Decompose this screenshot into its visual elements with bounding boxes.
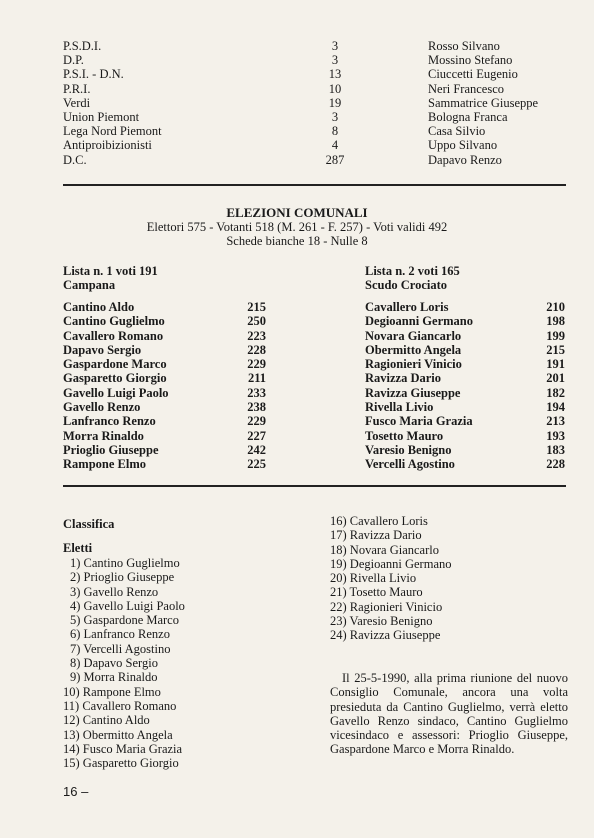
party-votes: 4 bbox=[331, 138, 339, 153]
candidate-votes: 201 bbox=[546, 371, 565, 386]
party-votes: 3 bbox=[331, 110, 339, 125]
party-list bbox=[63, 39, 162, 167]
candidate-row bbox=[63, 357, 266, 371]
candidate-votes: 193 bbox=[546, 428, 565, 443]
candidate-votes: 225 bbox=[247, 457, 266, 472]
candidate-name: Degioanni Germano bbox=[365, 314, 473, 329]
candidate-votes: 210 bbox=[546, 300, 565, 314]
party-candidate: Casa Silvio bbox=[428, 124, 486, 139]
candidate-votes: 191 bbox=[546, 357, 565, 372]
candidate-votes: 194 bbox=[546, 400, 565, 415]
candidate-row bbox=[63, 343, 266, 357]
ranking-item: 7) Vercelli Agostino bbox=[70, 641, 171, 656]
list1-candidates bbox=[63, 300, 266, 472]
candidate-name: Morra Rinaldo bbox=[63, 428, 144, 443]
ranking-item: 22) Ragionieri Vinicio bbox=[330, 599, 443, 614]
party-name: D.C. bbox=[63, 152, 87, 167]
candidate-row bbox=[365, 329, 565, 343]
party-candidate: Sammatrice Giuseppe bbox=[428, 95, 539, 110]
candidate-row bbox=[63, 371, 266, 385]
list1-name: Campana bbox=[63, 278, 116, 292]
party-votes: 8 bbox=[331, 124, 339, 139]
list1-header: Lista n. 1 voti 191 bbox=[63, 264, 158, 278]
section-title: ELEZIONI COMUNALI bbox=[226, 205, 368, 220]
ranking-item: 18) Novara Giancarlo bbox=[330, 542, 439, 557]
candidate-votes: 229 bbox=[247, 414, 266, 429]
ranking-item: 8) Dapavo Sergio bbox=[70, 656, 158, 671]
candidate-votes: 229 bbox=[247, 357, 266, 372]
candidate-name: Gasparetto Giorgio bbox=[63, 371, 167, 386]
list2-name: Scudo Crociato bbox=[365, 278, 448, 292]
ranking-right bbox=[330, 514, 568, 643]
party-name: Union Piemont bbox=[63, 110, 140, 125]
list2-header: Lista n. 2 voti 165 bbox=[365, 264, 460, 278]
candidate-row bbox=[63, 386, 266, 400]
candidate-votes: 228 bbox=[546, 457, 565, 472]
candidate-name: Rivella Livio bbox=[365, 400, 434, 415]
candidate-row bbox=[63, 429, 266, 443]
party-candidate: Mossino Stefano bbox=[428, 53, 513, 68]
ranking-item: 3) Gavello Renzo bbox=[70, 584, 159, 599]
party-votes: 3 bbox=[331, 39, 339, 53]
candidate-name: Varesio Benigno bbox=[365, 442, 452, 457]
ranking-item: 6) Lanfranco Renzo bbox=[70, 627, 170, 642]
candidate-votes: 198 bbox=[546, 314, 565, 329]
candidate-row bbox=[63, 414, 266, 428]
eletti-heading: Eletti bbox=[63, 541, 93, 555]
party-votes: 3 bbox=[331, 53, 339, 68]
party-votes: 10 bbox=[328, 81, 342, 96]
ranking-item: 13) Obermitto Angela bbox=[63, 727, 173, 742]
party-name: P.S.D.I. bbox=[63, 39, 102, 53]
candidate-votes: 215 bbox=[247, 300, 266, 314]
candidate-row bbox=[63, 300, 266, 314]
candidate-name: Cavallero Romano bbox=[63, 328, 164, 343]
party-candidate: Bologna Franca bbox=[428, 110, 508, 125]
ranking-item: 21) Tosetto Mauro bbox=[330, 585, 423, 600]
candidate-name: Prioglio Giuseppe bbox=[63, 442, 159, 457]
candidate-votes: 215 bbox=[546, 342, 565, 357]
party-candidate: Rosso Silvano bbox=[428, 39, 500, 53]
party-name: Verdi bbox=[63, 95, 91, 110]
party-name: Antiproibizionisti bbox=[63, 138, 152, 153]
section-divider-2 bbox=[63, 485, 566, 487]
party-candidate: Ciuccetti Eugenio bbox=[428, 67, 518, 82]
party-candidate: Uppo Silvano bbox=[428, 138, 498, 153]
candidate-row bbox=[365, 414, 565, 428]
candidate-votes: 250 bbox=[247, 314, 266, 329]
ranking-item: 1) Cantino Guglielmo bbox=[70, 556, 180, 570]
candidate-name: Lanfranco Renzo bbox=[63, 414, 156, 429]
candidate-name: Obermitto Angela bbox=[365, 342, 462, 357]
candidate-votes: 227 bbox=[247, 428, 266, 443]
candidate-votes: 233 bbox=[247, 385, 266, 400]
candidate-row bbox=[365, 343, 565, 357]
candidate-name: Fusco Maria Grazia bbox=[365, 414, 473, 429]
ranking-item: 20) Rivella Livio bbox=[330, 571, 417, 586]
candidate-name: Gaspardone Marco bbox=[63, 357, 167, 372]
candidate-row bbox=[365, 300, 565, 314]
party-votes: 13 bbox=[328, 67, 342, 82]
candidate-row bbox=[63, 314, 266, 328]
ranking-item: 19) Degioanni Germano bbox=[330, 556, 452, 571]
candidate-votes: 238 bbox=[247, 400, 266, 415]
ranking-item: 4) Gavello Luigi Paolo bbox=[70, 598, 185, 613]
ranking-item: 9) Morra Rinaldo bbox=[70, 670, 158, 685]
candidate-votes: 211 bbox=[247, 371, 266, 386]
candidate-name: Cantino Guglielmo bbox=[63, 314, 165, 329]
candidate-votes: 182 bbox=[546, 385, 565, 400]
ranking-item: 14) Fusco Maria Grazia bbox=[63, 741, 183, 756]
party-votes-list bbox=[320, 39, 350, 167]
candidate-row bbox=[365, 371, 565, 385]
ranking-item: 11) Cavallero Romano bbox=[63, 698, 177, 713]
party-candidate: Dapavo Renzo bbox=[428, 152, 502, 167]
candidate-name: Ravizza Giuseppe bbox=[365, 385, 461, 400]
candidate-votes: 183 bbox=[546, 442, 565, 457]
party-name: P.R.I. bbox=[63, 81, 91, 96]
list2-candidates bbox=[365, 300, 565, 472]
candidate-votes: 242 bbox=[247, 442, 266, 457]
classifica-heading: Classifica bbox=[63, 517, 115, 531]
candidate-name: Rampone Elmo bbox=[63, 457, 146, 472]
party-votes: 19 bbox=[328, 95, 342, 110]
candidate-name: Ravizza Dario bbox=[365, 371, 442, 386]
closing-paragraph: Il 25-5-1990, alla prima riunione del nuovo Consiglio Comunale, ancora una volta presieduta da Cantino Guglielmo, verrà eletto Gavello Renzo sindaco, Cantino Guglielmo vicesindaco e assessori: Prioglio Giuseppe, Gaspardone Marco e Morra Rinaldo. bbox=[330, 671, 568, 757]
candidate-row bbox=[365, 386, 565, 400]
candidate-votes: 228 bbox=[247, 342, 266, 357]
ranking-left bbox=[63, 556, 293, 770]
ranking-item: 12) Cantino Aldo bbox=[63, 713, 150, 728]
party-name: D.P. bbox=[63, 53, 84, 68]
blank-void-line: Schede bianche 18 - Nulle 8 bbox=[226, 234, 368, 248]
party-name: Lega Nord Piemont bbox=[63, 124, 162, 139]
candidate-row bbox=[365, 443, 565, 457]
ranking-item: 10) Rampone Elmo bbox=[63, 684, 161, 699]
candidate-votes: 213 bbox=[546, 414, 565, 429]
ranking-item: 16) Cavallero Loris bbox=[330, 514, 428, 528]
turnout-line: Elettori 575 - Votanti 518 (M. 261 - F. 257) - Voti validi 492 bbox=[146, 220, 448, 234]
candidate-name: Ragionieri Vinicio bbox=[365, 357, 462, 372]
party-votes: 287 bbox=[325, 152, 345, 167]
ranking-item: 15) Gasparetto Giorgio bbox=[63, 756, 179, 771]
candidate-name: Gavello Luigi Paolo bbox=[63, 385, 169, 400]
candidate-name: Dapavo Sergio bbox=[63, 342, 142, 357]
candidate-row bbox=[63, 457, 266, 471]
ranking-item: 2) Prioglio Giuseppe bbox=[70, 570, 175, 585]
ranking-item: 5) Gaspardone Marco bbox=[70, 613, 179, 628]
ranking-item: 23) Varesio Benigno bbox=[330, 614, 433, 629]
candidate-votes: 199 bbox=[546, 328, 565, 343]
section-divider bbox=[63, 184, 566, 186]
candidate-name: Gavello Renzo bbox=[63, 400, 141, 415]
candidate-votes: 223 bbox=[247, 328, 266, 343]
candidate-name: Tosetto Mauro bbox=[365, 428, 444, 443]
candidate-row bbox=[365, 400, 565, 414]
candidate-name: Cantino Aldo bbox=[63, 300, 135, 314]
party-candidate: Neri Francesco bbox=[428, 81, 505, 96]
candidate-row bbox=[63, 443, 266, 457]
candidate-row bbox=[365, 429, 565, 443]
page-number: 16 – bbox=[63, 784, 89, 799]
candidate-name: Vercelli Agostino bbox=[365, 457, 455, 472]
candidate-row bbox=[63, 329, 266, 343]
party-name: P.S.I. - D.N. bbox=[63, 67, 124, 82]
candidate-name: Novara Giancarlo bbox=[365, 328, 462, 343]
ranking-item: 17) Ravizza Dario bbox=[330, 528, 422, 543]
ranking-item: 24) Ravizza Giuseppe bbox=[330, 628, 441, 643]
candidate-row bbox=[365, 457, 565, 471]
candidate-row bbox=[365, 357, 565, 371]
candidate-row bbox=[365, 314, 565, 328]
candidate-row bbox=[63, 400, 266, 414]
candidate-name: Cavallero Loris bbox=[365, 300, 449, 314]
candidate-list bbox=[428, 39, 538, 167]
